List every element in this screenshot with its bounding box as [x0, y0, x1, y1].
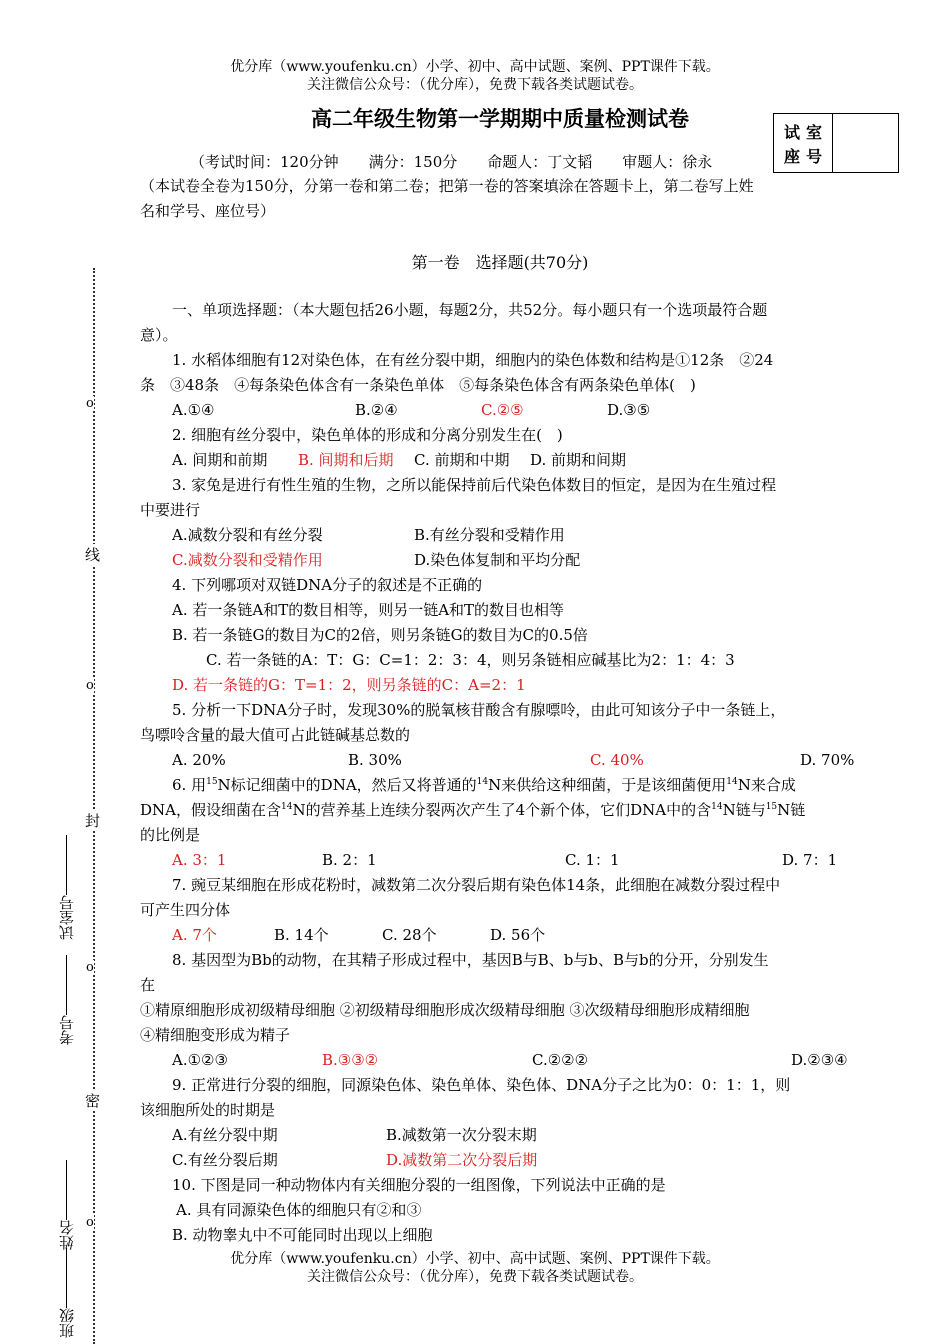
q4-option-c: C. 若一条链的A：T：G：C=1：2：3：4，则另条链相应碱基比为2：1：4：3: [206, 651, 735, 669]
q7-option-d: D. 56个: [490, 926, 546, 944]
q6-option-a: A. 3：1: [172, 851, 227, 869]
exam-note-2: 名和学号、座位号）: [140, 202, 276, 220]
footer-ad-line1: 优分库（www.youfenku.cn）小学、初中、高中试题、案例、PPT课件下载。: [230, 1251, 720, 1267]
seat-box: [773, 113, 899, 173]
q1-option-b: B.②④: [355, 401, 398, 419]
q1-stem-1: 1. 水稻体细胞有12对染色体，在有丝分裂中期，细胞内的染色体数和结构是①12条 ②24: [172, 351, 774, 369]
section-title: 第一卷 选择题(共70分): [411, 253, 589, 272]
exam-info: （考试时间：120分钟 满分：150分 命题人：丁文韬 审题人：徐永: [190, 153, 713, 171]
q9-stem-2: 该细胞所处的时期是: [140, 1101, 276, 1119]
seat-number-field[interactable]: 试室号: [56, 835, 72, 940]
q5-option-b: B. 30%: [348, 751, 402, 769]
q6-stem-3: 的比例是: [140, 826, 201, 844]
instructions-1: 一、单项选择题：（本大题包括26小题，每题2分，共52分。每小题只有一个选项最符合题: [172, 301, 768, 319]
binding-mark-2: o: [86, 678, 94, 693]
q4-option-d: D. 若一条链的G：T=1：2，则另条链的C：A=2：1: [172, 676, 526, 694]
q7-stem-2: 可产生四分体: [140, 901, 231, 919]
q6-stem-2: DNA，假设细菌在含$^{14}$N的营养基上连续分裂两次产生了4个新个体，它们DNA中的含$^{14}$N链与$^{15}$N链: [140, 801, 806, 819]
q1-option-d: D.③⑤: [607, 401, 651, 419]
binding-label-mi: 密: [85, 1092, 101, 1110]
q8-stem-2: 在: [140, 976, 156, 994]
q7-option-b: B. 14个: [274, 926, 329, 944]
binding-mark-1: o: [86, 396, 94, 411]
q1-option-a: A.①④: [172, 401, 215, 419]
q3-option-d: D.染色体复制和平均分配: [414, 551, 581, 569]
binding-label-xian: 线: [85, 546, 101, 564]
q2-stem: 2. 细胞有丝分裂中，染色单体的形成和分离分别发生在( ): [172, 426, 563, 444]
q6-option-d: D. 7：1: [782, 851, 838, 869]
q5-stem-2: 鸟嘌呤含量的最大值可占此链碱基总数的: [140, 726, 411, 744]
q9-option-a: A.有丝分裂中期: [172, 1126, 278, 1144]
q2-option-b: B. 间期和后期: [298, 451, 394, 469]
q5-option-c: C. 40%: [590, 751, 644, 769]
seat-box-label-2: 座号: [784, 147, 829, 166]
q8-option-c: C.②②②: [532, 1051, 589, 1069]
exam-note-1: （本试卷全卷为150分，分第一卷和第二卷；把第一卷的答案填涂在答题卡上，第二卷写上姓: [140, 177, 754, 195]
q10-stem: 10. 下图是同一种动物体内有关细胞分裂的一组图像，下列说法中正确的是: [172, 1176, 666, 1194]
footer-ad-line2: 关注微信公众号：（优分库），免费下载各类试题试卷。: [307, 1269, 643, 1285]
q2-option-c: C. 前期和中期: [414, 451, 510, 469]
q2-option-d: D. 前期和间期: [530, 451, 627, 469]
q3-stem-2: 中要进行: [140, 501, 201, 519]
header-ad-line1: 优分库（www.youfenku.cn）小学、初中、高中试题、案例、PPT课件下载。: [230, 59, 720, 75]
q7-stem-1: 7. 豌豆某细胞在形成花粉时，减数第二次分裂后期有染色体14条，此细胞在减数分裂过程中: [172, 876, 781, 894]
q5-option-d: D. 70%: [800, 751, 855, 769]
q8-stem-1: 8. 基因型为Bb的动物，在其精子形成过程中，基因B与B、b与b、B与b的分开，分别发生: [172, 951, 769, 969]
q8-stage-list-2: ④精细胞变形成为精子: [140, 1026, 291, 1044]
binding-mark-4: o: [86, 1215, 94, 1230]
q8-option-b: B.③③②: [322, 1051, 379, 1069]
q10-option-b: B. 动物睾丸中不可能同时出现以上细胞: [172, 1226, 433, 1244]
name-field[interactable]: 姓名: [56, 1160, 72, 1250]
q1-option-c: C.②⑤: [481, 401, 524, 419]
q8-option-a: A.①②③: [172, 1051, 228, 1069]
q8-stage-list-1: ①精原细胞形成初级精母细胞 ②初级精母细胞形成次级精母细胞 ③次级精母细胞形成精细胞: [140, 1001, 750, 1019]
q6-stem-1: 6. 用$^{15}$N标记细菌中的DNA，然后又将普通的$^{14}$N来供给这种细菌，于是该细菌便用$^{14}$N来合成: [172, 776, 796, 794]
q9-option-b: B.减数第一次分裂末期: [386, 1126, 537, 1144]
class-field[interactable]: 班级: [56, 1248, 72, 1338]
exam-number-field[interactable]: 考号: [56, 955, 72, 1045]
q4-stem: 4. 下列哪项对双链DNA分子的叙述是不正确的: [172, 576, 483, 594]
q7-option-c: C. 28个: [382, 926, 437, 944]
q6-option-c: C. 1：1: [565, 851, 620, 869]
q9-option-c: C.有丝分裂后期: [172, 1151, 278, 1169]
binding-label-feng: 封: [85, 812, 101, 830]
q4-option-b: B. 若一条链G的数目为C的2倍，则另条链G的数目为C的0.5倍: [172, 626, 588, 644]
q3-option-a: A.减数分裂和有丝分裂: [172, 526, 323, 544]
q2-option-a: A. 间期和前期: [172, 451, 268, 469]
q6-option-b: B. 2：1: [322, 851, 377, 869]
q9-option-d: D.减数第二次分裂后期: [386, 1151, 538, 1169]
q8-option-d: D.②③④: [791, 1051, 848, 1069]
instructions-2: 意）。: [140, 326, 178, 344]
q10-option-a: A. 具有同源染色体的细胞只有②和③: [176, 1201, 422, 1219]
binding-dotted-line: [93, 268, 95, 1344]
q3-option-b: B.有丝分裂和受精作用: [414, 526, 565, 544]
q5-option-a: A. 20%: [172, 751, 226, 769]
header-ad-line2: 关注微信公众号：（优分库），免费下载各类试题试卷。: [307, 77, 643, 93]
q4-option-a: A. 若一条链A和T的数目相等，则另一链A和T的数目也相等: [172, 601, 565, 619]
q1-stem-2: 条 ③48条 ④每条染色体含有一条染色单体 ⑤每条染色体含有两条染色单体( ): [140, 376, 696, 394]
binding-mark-3: o: [86, 960, 94, 975]
seat-box-label-1: 试室: [784, 123, 829, 142]
q3-option-c: C.减数分裂和受精作用: [172, 551, 323, 569]
q7-option-a: A. 7个: [172, 926, 217, 944]
q9-stem-1: 9. 正常进行分裂的细胞，同源染色体、染色单体、染色体、DNA分子之比为0：0：1：1，则: [172, 1076, 791, 1094]
q5-stem-1: 5. 分析一下DNA分子时，发现30%的脱氧核苷酸含有腺嘌呤，由此可知该分子中一条链上，: [172, 701, 786, 719]
exam-title: 高二年级生物第一学期期中质量检测试卷: [311, 106, 689, 131]
q3-stem-1: 3. 家兔是进行有性生殖的生物，之所以能保持前后代染色体数目的恒定，是因为在生殖过程: [172, 476, 777, 494]
